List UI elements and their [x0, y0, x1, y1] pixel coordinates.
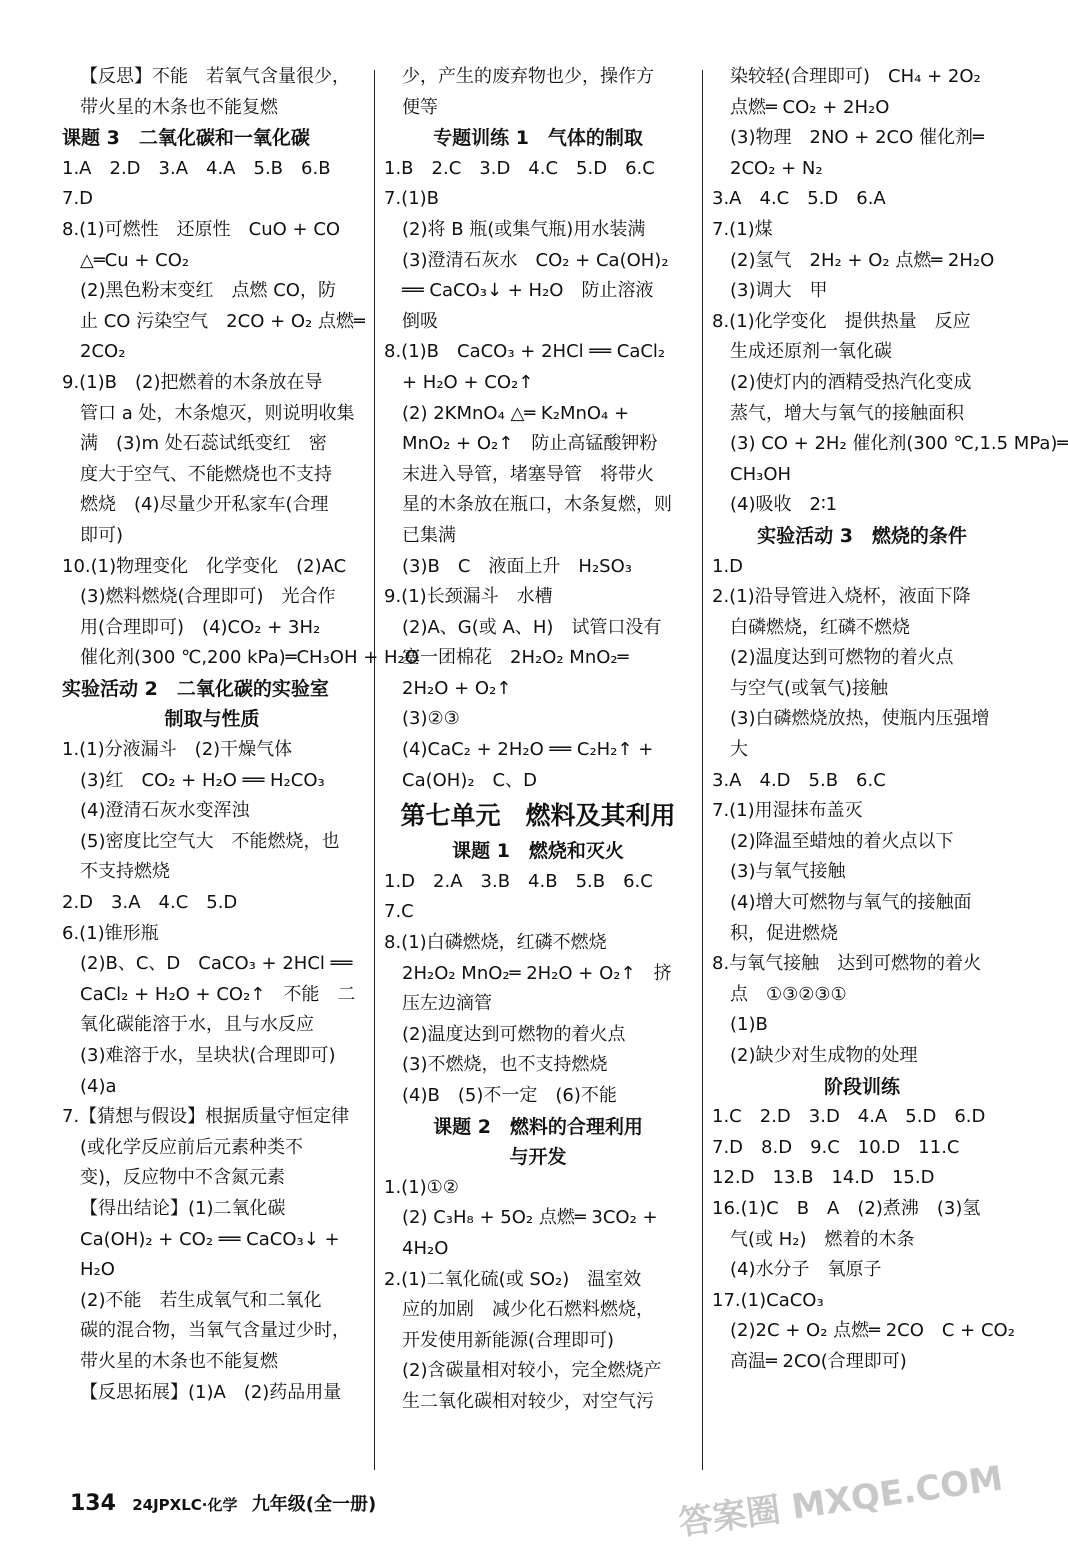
answer-line: 10.(1)物理变化 化学变化 (2)AC: [62, 555, 347, 577]
section-heading: 实验活动 2 二氧化碳的实验室: [62, 677, 329, 700]
answer-line: (2)2C + O₂ 点燃═ 2CO C + CO₂: [730, 1320, 1015, 1342]
answer-line: + H₂O + CO₂↑: [402, 371, 534, 393]
answer-line: 塞一团棉花 2H₂O₂ MnO₂═: [402, 647, 629, 669]
answer-line: 3.A 4.C 5.D 6.A: [712, 188, 886, 210]
answer-line: (4)增大可燃物与氧气的接触面: [730, 892, 972, 914]
answer-line: 白磷燃烧，红磷不燃烧: [730, 616, 910, 638]
answer-line: CH₃OH: [730, 463, 792, 485]
answer-line: (2)黑色粉末变红 点燃 CO，防: [80, 280, 336, 302]
answer-line: △═Cu + CO₂: [80, 249, 190, 271]
answer-line: 8.与氧气接触 达到可燃物的着火: [712, 953, 982, 975]
answer-line: 6.(1)锥形瓶: [62, 922, 159, 944]
answer-line: MnO₂ + O₂↑ 防止高锰酸钾粉: [402, 433, 658, 455]
answer-line: 7.(1)煤: [712, 218, 773, 240]
answer-line: 2CO₂: [80, 341, 126, 363]
answer-line: 2H₂O + O₂↑: [402, 677, 512, 699]
answer-line: 1.D 2.A 3.B 4.B 5.B 6.C: [384, 870, 653, 892]
answer-line: 7.C: [384, 901, 414, 923]
answer-line: 少，产生的废弃物也少，操作方: [402, 66, 654, 87]
answer-line: 7.【猜想与假设】根据质量守恒定律: [62, 1106, 350, 1128]
answer-line: 气(或 H₂) 燃着的木条: [730, 1228, 915, 1250]
page-number: 134: [70, 1491, 116, 1516]
answer-line: 9.(1)B (2)把燃着的木条放在导: [62, 371, 323, 393]
answer-line: 【得出结论】(1)二氧化碳: [80, 1197, 286, 1219]
answer-line: 已集满: [402, 524, 456, 546]
page-footer: [70, 1490, 376, 1516]
answer-line: 16.(1)C B A (2)煮沸 (3)氢: [712, 1197, 981, 1219]
answer-line: (3)不燃烧，也不支持燃烧: [402, 1054, 608, 1076]
answer-line: 氧化碳能溶于水，且与水反应: [80, 1014, 314, 1036]
answer-line: 7.(1)B: [384, 188, 440, 210]
answer-line: 与空气(或氧气)接触: [730, 677, 889, 699]
answer-line: 12.D 13.B 14.D 15.D: [712, 1167, 935, 1189]
answer-line: CaCl₂ + H₂O + CO₂↑ 不能 二: [80, 983, 356, 1005]
answer-line: (3)难溶于水，呈块状(合理即可): [80, 1045, 336, 1066]
answer-line: (2)将 B 瓶(或集气瓶)用水装满: [402, 218, 646, 240]
unit-title: 第七单元 燃料及其利用: [400, 801, 676, 831]
section-heading: 阶段训练: [823, 1075, 900, 1098]
answer-line: Ca(OH)₂ + CO₂ ══ CaCO₃↓ +: [80, 1228, 340, 1250]
answer-line: (2)使灯内的酒精受热汽化变成: [730, 371, 972, 393]
answer-line: 2.(1)沿导管进入烧杯，液面下降: [712, 586, 971, 608]
section-heading: 课题 2 燃料的合理利用: [433, 1115, 643, 1138]
answer-line: 积，促进燃烧: [730, 922, 838, 944]
answer-line: 燃烧 (4)尽量少开私家车(合理: [80, 494, 329, 516]
answer-line: (2)A、G(或 A、H) 试管口没有: [402, 616, 662, 638]
answer-line: 8.(1)可燃性 还原性 CuO + CO: [62, 218, 341, 240]
answer-line: 2H₂O₂ MnO₂═ 2H₂O + O₂↑ 挤: [402, 962, 672, 984]
answer-line: 度大于空气、不能燃烧也不支持: [80, 463, 332, 485]
answer-line: (2)B、C、D CaCO₃ + 2HCl ══: [80, 953, 353, 975]
answer-line: 高温═ 2CO(合理即可): [730, 1350, 907, 1372]
answer-line: 8.(1)白磷燃烧，红磷不燃烧: [384, 932, 607, 954]
answer-line: 管口 a 处，木条熄灭，则说明收集: [80, 402, 355, 424]
answer-line: 带火星的木条也不能复燃: [80, 96, 278, 118]
answer-line: (3)红 CO₂ + H₂O ══ H₂CO₃: [80, 769, 325, 791]
answer-line: 点 ①③②③①: [730, 983, 847, 1005]
answer-line: 应的加剧 减少化石燃料燃烧，: [402, 1299, 654, 1321]
answer-line: (3)白磷燃烧放热，使瓶内压强增: [730, 708, 990, 730]
section-heading: 与开发: [509, 1146, 567, 1169]
grade-label: 九年级(全一册): [251, 1494, 377, 1515]
answer-line: (5)密度比空气大 不能燃烧，也: [80, 830, 340, 852]
answer-line: 即可): [80, 524, 124, 546]
answer-line: (3) CO + 2H₂ 催化剂(300 ℃,1.5 MPa)═: [730, 433, 1068, 455]
answer-line: (3)②③: [402, 708, 460, 730]
answer-line: 7.(1)用湿抹布盖灭: [712, 800, 863, 822]
answer-line: 1.A 2.D 3.A 4.A 5.B 6.B: [62, 157, 331, 179]
answer-line: 7.D 8.D 9.C 10.D 11.C: [712, 1136, 960, 1158]
answer-column-3: [712, 62, 1068, 1378]
answer-line: 倒吸: [402, 310, 438, 332]
section-heading: 专题训练 1 气体的制取: [433, 127, 643, 150]
answer-line: 2CO₂ + N₂: [730, 157, 823, 179]
answer-line: 2.(1)二氧化硫(或 SO₂) 温室效: [384, 1268, 642, 1290]
answer-line: (1)B: [730, 1014, 768, 1036]
answer-line: 1.C 2.D 3.D 4.A 5.D 6.D: [712, 1106, 986, 1128]
answer-line: 9.(1)长颈漏斗 水槽: [384, 586, 553, 608]
answer-line: 点燃═ CO₂ + 2H₂O: [730, 96, 890, 118]
answer-line: 1.(1)分液漏斗 (2)干燥气体: [62, 739, 293, 761]
answer-line: 便等: [402, 96, 438, 118]
answer-line: 满 (3)m 处石蕊试纸变红 密: [80, 433, 327, 455]
answer-line: (2)温度达到可燃物的着火点: [402, 1023, 626, 1045]
answer-line: 1.(1)①②: [384, 1176, 459, 1198]
answer-line: 17.(1)CaCO₃: [712, 1289, 824, 1311]
answer-line: (3)调大 甲: [730, 280, 828, 302]
answer-line: ══ CaCO₃↓ + H₂O 防止溶液: [402, 280, 654, 302]
section-heading: 课题 1 燃烧和灭火: [452, 840, 624, 863]
answer-line: (2)含碳量相对较小，完全燃烧产: [402, 1360, 662, 1382]
answer-line: 8.(1)化学变化 提供热量 反应: [712, 310, 971, 332]
answer-line: H₂O: [80, 1259, 115, 1281]
answer-line: 4H₂O: [402, 1237, 449, 1259]
answer-line: 变)，反应物中不含氮元素: [80, 1167, 286, 1189]
section-heading: 制取与性质: [164, 708, 260, 731]
answer-line: 用(合理即可) (4)CO₂ + 3H₂: [80, 616, 321, 638]
answer-line: 8.(1)B CaCO₃ + 2HCl ══ CaCl₂: [384, 341, 666, 363]
answer-line: (4)B (5)不一定 (6)不能: [402, 1085, 617, 1106]
answer-line: (2) C₃H₈ + 5O₂ 点燃═ 3CO₂ +: [402, 1207, 658, 1229]
answer-line: 【反思】不能 若氧气含量很少，: [80, 66, 350, 87]
answer-line: 止 CO 污染空气 2CO + O₂ 点燃═: [80, 310, 365, 332]
answer-line: (2) 2KMnO₄ △═ K₂MnO₄ +: [402, 402, 630, 424]
answer-line: (4)CaC₂ + 2H₂O ══ C₂H₂↑ +: [402, 739, 654, 761]
column-divider: [702, 70, 703, 1470]
answer-line: 蒸气，增大与氧气的接触面积: [730, 402, 964, 424]
answer-line: 染较轻(合理即可) CH₄ + 2O₂: [730, 66, 981, 87]
answer-line: 1.B 2.C 3.D 4.C 5.D 6.C: [384, 157, 655, 179]
answer-line: 2.D 3.A 4.C 5.D: [62, 892, 238, 914]
answer-line: (3)澄清石灰水 CO₂ + Ca(OH)₂: [402, 249, 669, 271]
section-heading: 课题 3 二氧化碳和一氧化碳: [62, 127, 310, 150]
answer-line: 催化剂(300 ℃,200 kPa)═CH₃OH + H₂O: [80, 647, 419, 669]
answer-line: (3)B C 液面上升 H₂SO₃: [402, 555, 632, 577]
answer-line: Ca(OH)₂ C、D: [402, 769, 537, 791]
answer-line: 不支持燃烧: [80, 861, 170, 883]
answer-line: (2)缺少对生成物的处理: [730, 1045, 918, 1066]
answer-line: 开发使用新能源(合理即可): [402, 1329, 615, 1351]
answer-line: 1.D: [712, 555, 744, 577]
answer-line: 3.A 4.D 5.B 6.C: [712, 769, 886, 791]
answer-line: (4)澄清石灰水变浑浊: [80, 800, 250, 822]
answer-column-2: [384, 62, 692, 1418]
answer-line: 生二氧化碳相对较少，对空气污: [402, 1390, 654, 1412]
answer-line: (3)燃料燃烧(合理即可) 光合作: [80, 586, 336, 608]
answer-line: 生成还原剂一氧化碳: [730, 341, 892, 363]
answer-line: (2)温度达到可燃物的着火点: [730, 647, 954, 669]
answer-line: (2)氢气 2H₂ + O₂ 点燃═ 2H₂O: [730, 249, 995, 271]
answer-line: (或化学反应前后元素种类不: [80, 1136, 304, 1158]
answer-line: 大: [730, 739, 748, 761]
answer-line: (2)不能 若生成氧气和二氧化: [80, 1289, 322, 1311]
answer-line: (2)降温至蜡烛的着火点以下: [730, 830, 954, 852]
watermark: 答案圈 MXQE.COM: [676, 1458, 1006, 1544]
column-divider: [374, 70, 375, 1470]
answer-line: 星的木条放在瓶口，木条复燃，则: [402, 494, 672, 516]
answer-line: 压左边滴管: [402, 993, 492, 1015]
answer-line: 末进入导管，堵塞导管 将带火: [402, 463, 654, 485]
book-code: 24JPXLC·化学: [132, 1496, 238, 1514]
answer-line: (3)与氧气接触: [730, 861, 846, 883]
answer-line: (3)物理 2NO + 2CO 催化剂═: [730, 127, 984, 149]
answer-line: (4)水分子 氧原子: [730, 1259, 882, 1281]
answer-line: 【反思拓展】(1)A (2)药品用量: [80, 1381, 342, 1403]
answer-line: 7.D: [62, 188, 94, 210]
answer-line: 带火星的木条也不能复燃: [80, 1350, 278, 1372]
section-heading: 实验活动 3 燃烧的条件: [757, 524, 967, 547]
answer-line: 碳的混合物，当氧气含量过少时，: [80, 1320, 350, 1342]
answer-line: (4)a: [80, 1075, 117, 1097]
answer-line: (4)吸收 2∶1: [730, 494, 838, 516]
